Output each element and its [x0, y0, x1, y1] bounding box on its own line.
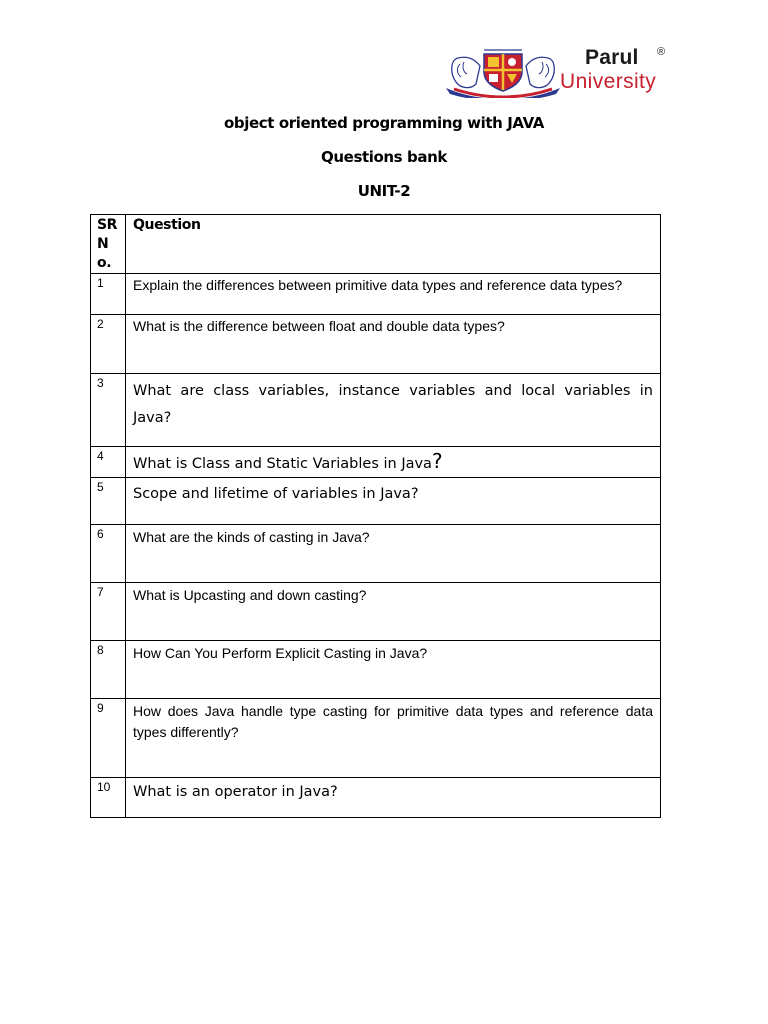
row-number: 3 — [91, 374, 126, 447]
row-number: 4 — [91, 447, 126, 478]
question-text: How does Java handle type casting for primitive data types and reference data types differently? — [126, 699, 661, 778]
parul-university-crest-icon — [444, 44, 562, 98]
registered-mark: ® — [657, 46, 666, 58]
question-text: What is Class and Static Variables in Java? — [126, 447, 661, 478]
row-number: 5 — [91, 478, 126, 525]
unit-title: UNIT-2 — [357, 182, 411, 200]
question-text: What is the difference between float and double data types? — [126, 315, 661, 374]
table-row — [91, 641, 661, 699]
header-question: Question — [126, 215, 661, 274]
table-header-row — [91, 215, 661, 274]
table-row — [91, 525, 661, 583]
table-row — [91, 583, 661, 641]
university-logo — [444, 44, 684, 98]
questions-table — [90, 214, 661, 818]
table-row — [91, 315, 661, 374]
table-row — [91, 447, 661, 478]
question-text: What is an operator in Java? — [126, 778, 661, 818]
question-text: What is Upcasting and down casting? — [126, 583, 661, 641]
bank-title: Questions bank — [321, 148, 447, 166]
row-number: 7 — [91, 583, 126, 641]
row-number: 1 — [91, 274, 126, 315]
row-number: 10 — [91, 778, 126, 818]
question-mark: ? — [431, 449, 443, 473]
question-text: How Can You Perform Explicit Casting in Java? — [126, 641, 661, 699]
row-number: 9 — [91, 699, 126, 778]
table-row — [91, 478, 661, 525]
row-number: 8 — [91, 641, 126, 699]
row-number: 2 — [91, 315, 126, 374]
table-row — [91, 374, 661, 447]
table-row — [91, 274, 661, 315]
brand-subtitle: University — [560, 70, 657, 93]
question-text: What are the kinds of casting in Java? — [126, 525, 661, 583]
brand-name: Parul — [585, 46, 639, 69]
table-row — [91, 699, 661, 778]
course-title: object oriented programming with JAVA — [223, 114, 545, 132]
table-row — [91, 778, 661, 818]
question-text: Explain the differences between primitive data types and reference data types? — [126, 274, 661, 315]
question-text: Scope and lifetime of variables in Java? — [126, 478, 661, 525]
question-text: What are class variables, instance variables and local variables in Java? — [126, 374, 661, 447]
row-number: 6 — [91, 525, 126, 583]
header-sr-no: SR No. — [91, 215, 126, 274]
